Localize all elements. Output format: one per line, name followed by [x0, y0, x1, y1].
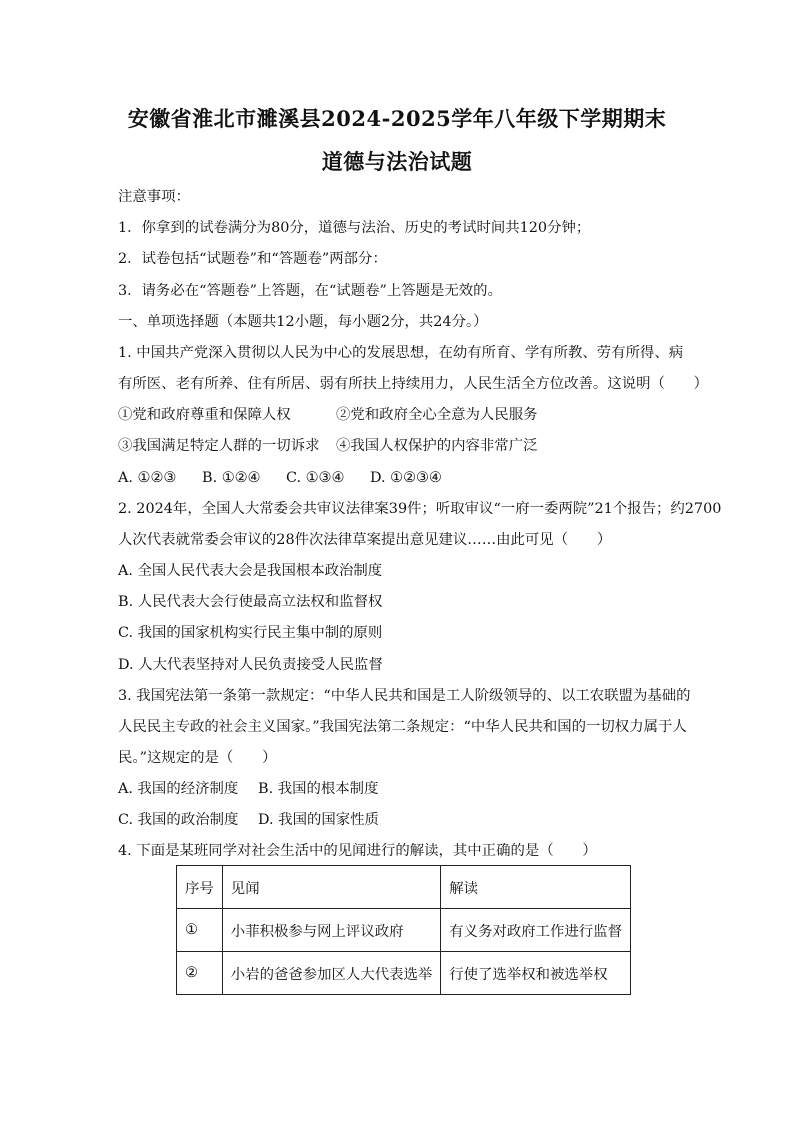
table-header-cell: 解读 [441, 866, 631, 909]
q1-statements-row2 [118, 436, 537, 456]
note-item-1: 1．你拿到的试卷满分为80分，道德与法治、历史的考试时间共120分钟； [118, 220, 591, 236]
table-cell: 小菲积极参与网上评议政府 [222, 909, 440, 952]
table-cell: ① [177, 909, 223, 952]
q2-stem-line2: 人次代表就常委会审议的28件次法律草案提出意见建议……由此可见（ ） [118, 532, 612, 548]
table-header-row [177, 866, 631, 909]
q1-statement-1: ①党和政府尊重和保障人权 [118, 407, 291, 423]
q4-stem: 4. 下面是某班同学对社会生活中的见闻进行的解读，其中正确的是（ ） [118, 843, 597, 859]
q3-stem-line3: 民。”这规定的是（ ） [118, 750, 277, 766]
q1-statement-2: ②党和政府全心全意为人民服务 [336, 407, 538, 423]
table-cell: 行使了选举权和被选举权 [441, 952, 631, 995]
q3-option-b: B. 我国的根本制度 [258, 781, 379, 797]
table-header-cell: 见闻 [222, 866, 440, 909]
q4-table [176, 865, 631, 995]
exam-title: 安徽省淮北市濉溪县2024-2025学年八年级下学期期末 [127, 106, 667, 131]
table-header-cell: 序号 [177, 866, 223, 909]
q1-statement-3: ③我国满足特定人群的一切诉求 [118, 438, 320, 454]
q2-option-c: C. 我国的国家机构实行民主集中制的原则 [118, 625, 383, 641]
table-cell: 有义务对政府工作进行监督 [441, 909, 631, 952]
note-item-3: 3．请务必在“答题卷”上答题，在“试题卷”上答题是无效的。 [118, 283, 502, 299]
q2-option-b: B. 人民代表大会行使最高立法权和监督权 [118, 594, 383, 610]
q3-stem-line2: 人民民主专政的社会主义国家。”我国宪法第二条规定：“中华人民共和国的一切权力属于人 [118, 719, 687, 735]
q1-option-d: D. ①②③④ [370, 470, 442, 486]
q2-stem-line1: 2. 2024年，全国人大常委会共审议法律案39件；听取审议“一府一委两院”21个报告；约2700 [118, 501, 722, 517]
exam-subject-title: 道德与法治试题 [321, 149, 473, 174]
note-item-2: 2．试卷包括“试题卷”和“答题卷”两部分： [118, 251, 387, 267]
q1-stem-line1: 1. 中国共产党深入贯彻以人民为中心的发展思想，在幼有所育、学有所教、劳有所得、病 [118, 345, 684, 361]
q3-option-d: D. 我国的国家性质 [258, 812, 379, 828]
q1-option-c: C. ①③④ [286, 470, 345, 486]
q2-option-a: A. 全国人民代表大会是我国根本政治制度 [118, 563, 383, 579]
table-row [177, 909, 631, 952]
table-row [177, 952, 631, 995]
q3-option-c: C. 我国的政治制度 [118, 812, 239, 828]
q1-option-b: B. ①②④ [202, 470, 261, 486]
q1-stem-line2: 有所医、老有所养、住有所居、弱有所扶上持续用力，人民生活全方位改善。这说明（ ） [118, 376, 709, 392]
q1-statements-row1 [118, 405, 537, 425]
table-cell: 小岩的爸爸参加区人大代表选举 [222, 952, 440, 995]
q1-option-a: A. ①②③ [118, 470, 177, 486]
q1-options [118, 468, 442, 488]
section-heading: 一、单项选择题（本题共12小题，每小题2分，共24分。） [118, 314, 488, 330]
notes-header: 注意事项： [118, 189, 190, 205]
q2-option-d: D. 人大代表坚持对人民负责接受人民监督 [118, 657, 383, 673]
q1-statement-4: ④我国人权保护的内容非常广泛 [336, 438, 538, 454]
table-cell: ② [177, 952, 223, 995]
q3-options-row1 [118, 779, 378, 799]
q3-option-a: A. 我国的经济制度 [118, 781, 239, 797]
q3-stem-line1: 3. 我国宪法第一条第一款规定：“中华人民共和国是工人阶级领导的、以工农联盟为基础的 [118, 688, 691, 704]
q3-options-row2 [118, 810, 379, 830]
